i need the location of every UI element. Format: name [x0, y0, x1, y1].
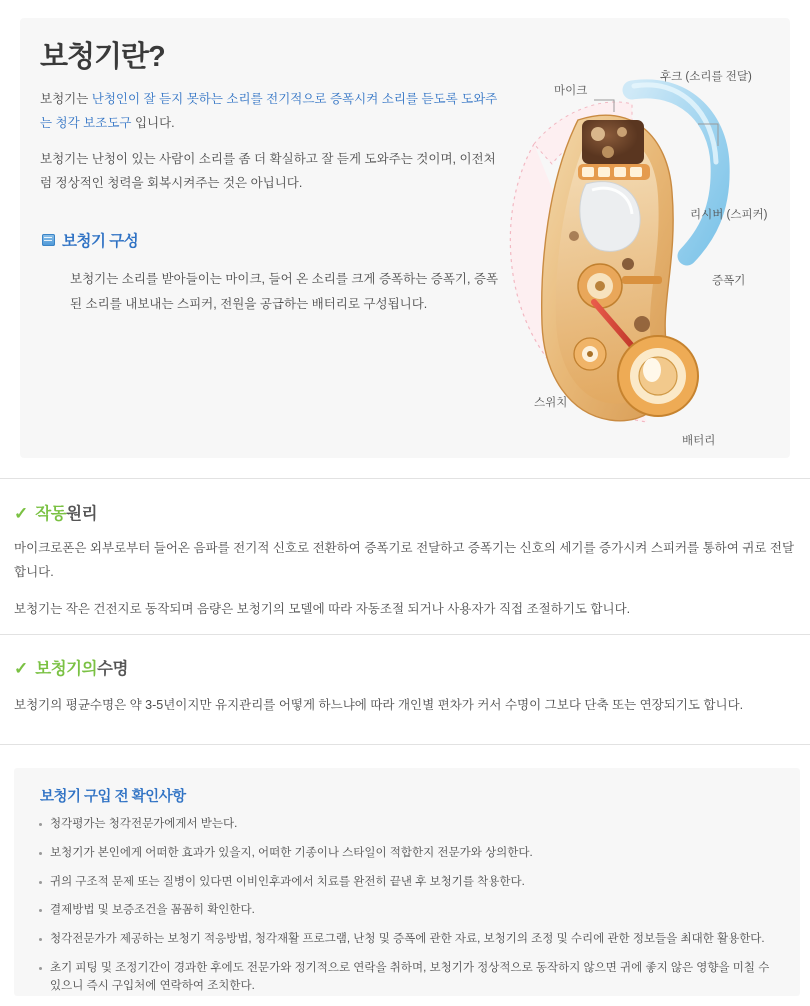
checklist-panel — [14, 768, 800, 996]
lifespan-heading — [14, 655, 804, 679]
composition-title: 보청기 구성 — [62, 233, 139, 251]
intro-text-column — [40, 24, 500, 329]
intro-paragraph-2: 보청기는 난청이 있는 사람이 소리를 좀 더 확실하고 잘 듣게 도와주는 것이며, 이전처럼 정상적인 청력을 회복시켜주는 것은 아닙니다. — [40, 151, 496, 190]
list-item: 청각전문가가 제공하는 보청기 적응방법, 청각재활 프로그램, 난청 및 증폭에 관한 자료, 보청기의 조정 및 수리에 관한 정보들을 최대한 활용한다. — [38, 931, 778, 949]
label-microphone: 마이크 — [554, 85, 588, 97]
section-lifespan — [14, 655, 804, 730]
composition-body: 보청기는 소리를 받아들이는 마이크, 들어 온 소리를 크게 증폭하는 증폭기, 증폭된 소리를 내보내는 스피커, 전원을 공급하는 배터리로 구성됩니다. — [70, 272, 499, 311]
label-receiver: 리시버 (스피커) — [690, 209, 768, 221]
principle-title-rest: 원리 — [66, 505, 98, 523]
principle-title-strong: 작동 — [35, 505, 67, 523]
lifespan-title-rest: 수명 — [97, 660, 128, 678]
list-item: 결제방법 및 보증조건을 꼼꼼히 확인한다. — [38, 902, 778, 920]
divider-middle — [0, 634, 810, 635]
list-item: 초기 피팅 및 조정기간이 경과한 후에도 전문가와 정기적으로 연락을 취하며, 보청기가 정상적으로 동작하지 않으면 귀에 좋지 않은 영향을 미칠 수 있으니 즉시 구입처에 연락하여 조치한다. — [38, 960, 778, 996]
switch-module — [574, 338, 606, 370]
principle-line-1: 마이크로폰은 외부로부터 들어온 음파를 전기적 신호로 전환하여 증폭기로 전달하고 증폭기는 신호의 세기를 증가시켜 스피커를 통하여 귀로 전달합니다. — [14, 541, 795, 580]
divider-top — [0, 478, 810, 479]
microphone-module — [578, 120, 650, 180]
list-item: 귀의 구조적 문제 또는 질병이 있다면 이비인후과에서 치료를 완전히 끝낸 후 보청기를 착용한다. — [38, 874, 778, 892]
intro-p1-end: 입니다. — [131, 115, 175, 130]
lifespan-line-1: 보청기의 평균수명은 약 3-5년이지만 유지관리를 어떻게 하느냐에 따라 개인별 편차가 커서 수명이 그보다 단축 또는 연장되기도 합니다. — [14, 698, 744, 712]
composition-heading — [42, 229, 500, 251]
label-battery: 배터리 — [682, 435, 716, 447]
principle-heading — [14, 500, 804, 524]
lifespan-title-strong: 보청기의 — [35, 660, 98, 678]
list-square-icon — [42, 234, 55, 246]
label-switch: 스위치 — [534, 397, 568, 409]
checklist-title: 보청기 구입 전 확인사항 — [40, 789, 186, 805]
divider-bottom — [0, 744, 810, 745]
page-title: 보청기란? — [40, 41, 165, 73]
hearing-aid-illustration — [482, 24, 782, 454]
intro-p1-start: 보청기는 — [40, 91, 92, 106]
hearing-aid-diagram-svg — [482, 24, 782, 454]
label-amplifier: 증폭기 — [712, 275, 746, 287]
list-item: 보청기가 본인에게 어떠한 효과가 있을지, 어떠한 기종이나 스타일이 적합한지 전문가와 상의한다. — [38, 845, 778, 863]
list-item: 청각평가는 청각전문가에게서 받는다. — [38, 816, 778, 834]
checklist-list — [38, 816, 778, 1006]
intro-p1-accent: 난청인이 잘 듣지 못하는 소리를 전기적으로 증폭시켜 소리를 듣도록 도와주는 청각 보조도구 — [40, 91, 498, 130]
intro-panel — [20, 18, 790, 458]
check-icon: ✓ — [14, 659, 29, 678]
intro-paragraph-1 — [40, 88, 500, 136]
battery-module — [618, 336, 698, 416]
section-operating-principle — [14, 500, 804, 634]
label-hook: 후크 (소리를 전달) — [660, 71, 752, 83]
check-icon: ✓ — [14, 504, 29, 523]
principle-line-2: 보청기는 작은 건전지로 동작되며 음량은 보청기의 모델에 따라 자동조절 되거나 사용자가 직접 조절하기도 합니다. — [14, 602, 631, 617]
